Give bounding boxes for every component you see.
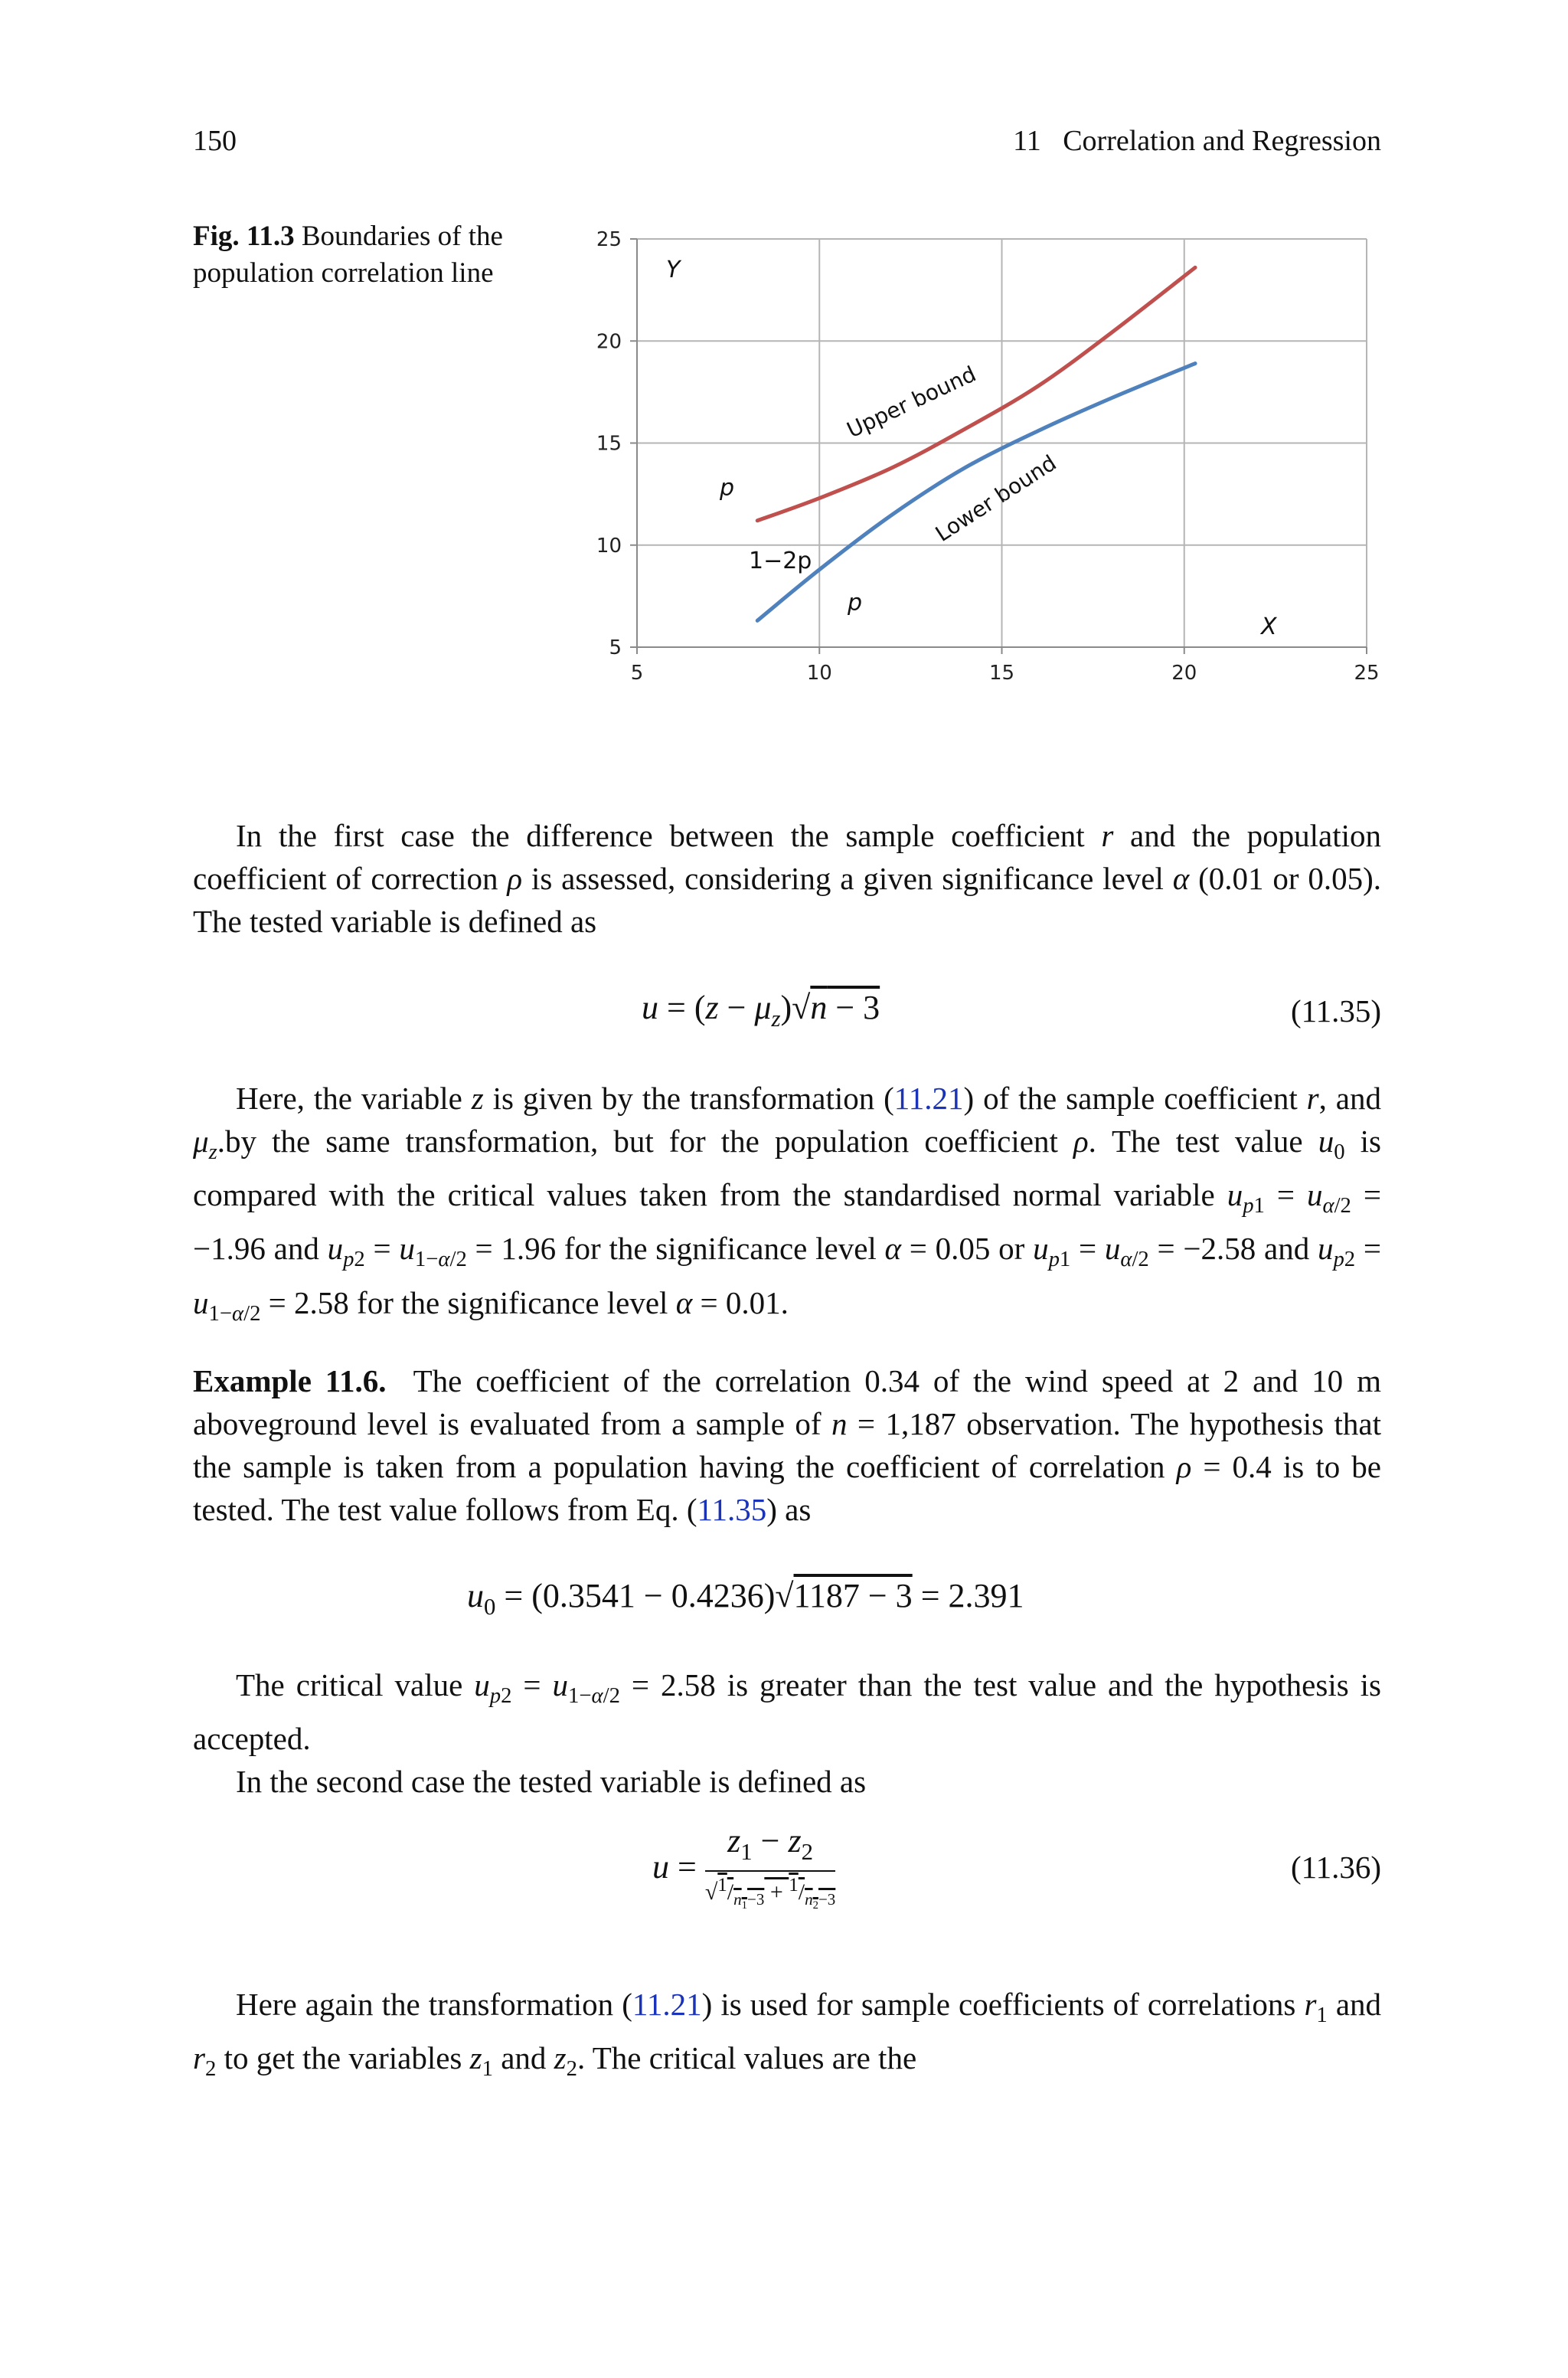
figure-label: Fig. 11.3 xyxy=(193,221,295,252)
y-axis-label: Y xyxy=(666,257,681,283)
x-tick-label: 15 xyxy=(988,662,1015,685)
lower-bound-line xyxy=(757,364,1195,621)
y-tick-label: 20 xyxy=(596,330,622,354)
equation-u0: $u_0 = (0.3541 - 0.4236)√1187 - 3 = 2.391$ xyxy=(467,1577,1024,1620)
correlation-bounds-chart xyxy=(567,222,1393,697)
paragraph-second-case: In the second case the tested variable is defined as xyxy=(236,1764,867,1800)
paragraph-second-transformation: Here again the transformation (11.21) is used for sample coefficients of correlations $r_1$ and $r_2$ to get the variables $z_1$ and $z_2$. The critical values are the xyxy=(193,1987,1382,2082)
annotation-1-minus-2p: 1−2p xyxy=(749,548,812,574)
x-axis-label: X xyxy=(1261,613,1277,640)
figure-caption-text: Boundaries of the population correlation line xyxy=(193,221,503,289)
paragraph-transformation: Here, the variable z is given by the transformation (11.21) of the sample coefficient r, and $\mu_z.by$ the same transformation, but for the population coefficient ρ. The test value $u_0$ is compared with the critical values taken from the standardised normal variable $u_{p1} = u_{\alpha/2} = -1.96$ and $u_{p2} = u_{1-\alpha/2} = 1.96$ for the significance level α = 0.05 or $u_{p1} = u_{\alpha/2} = -2.58$ and $u_{p2} = u_{1-\alpha/2} = 2.58$ for the significance level α = 0.01. xyxy=(193,1081,1382,1326)
running-head: 11 Correlation and Regression xyxy=(1013,125,1381,157)
figure-caption xyxy=(193,218,553,292)
y-tick-label: 5 xyxy=(609,636,622,659)
link-eq-11-35[interactable]: 11.35 xyxy=(697,1492,767,1527)
y-tick-label: 10 xyxy=(596,534,622,558)
annotation-lower-bound: Lower bound xyxy=(930,450,1061,547)
equation-number-11-36: (11.36) xyxy=(1290,1850,1381,1885)
x-tick-label: 10 xyxy=(806,662,832,685)
chart-grid xyxy=(637,239,1367,647)
link-eq-11-21[interactable]: 11.21 xyxy=(893,1081,964,1116)
annotation-p-upper: p xyxy=(720,475,735,502)
annotation-upper-bound: Upper bound xyxy=(843,361,980,443)
example-label: Example 11.6. xyxy=(193,1363,387,1398)
y-tick-label: 25 xyxy=(596,228,622,251)
link-eq-11-21-b[interactable]: 11.21 xyxy=(632,1987,702,2022)
upper-bound-line xyxy=(757,267,1195,520)
equation-11-36: u = $\frac{z_1 - z_2}{√^1/_{n_1-3} + ^1/_{n_2-3}}$ xyxy=(652,1822,836,1912)
chart-series xyxy=(757,267,1195,620)
annotation-p-lower: p xyxy=(848,590,863,617)
example-11-6: Example 11.6. The coefficient of the correlation 0.34 of the wind speed at 2 and 10 m aboveground level is evaluated from a sample of n = 1,187 observation. The hypothesis that the sample is taken from a population having the coefficient of correlation ρ = 0.4 is to be tested. The test value follows from Eq. (11.35) as xyxy=(193,1363,1381,1527)
paragraph-critical-value: The critical value $u_{p2} = u_{1-\alpha/2} = 2.58$ is greater than the test value and the hypothesis is accepted. In the second case the tested variable is defined as xyxy=(193,1667,1381,1800)
page-number: 150 xyxy=(193,125,237,157)
x-tick-label: 25 xyxy=(1354,662,1380,685)
y-tick-label: 15 xyxy=(596,432,622,456)
x-tick-label: 20 xyxy=(1171,662,1197,685)
x-tick-label: 5 xyxy=(630,662,644,685)
equation-11-35: $u = (z - \mu_z)√n - 3$ xyxy=(642,989,880,1032)
equation-number-11-35: (11.35) xyxy=(1290,993,1381,1029)
paragraph-intro: In the first case the difference between the sample coefficient r and the population coefficient of correction ρ is assessed, considering a given significance level α (0.01 or 0.05). The tested variable is defined as xyxy=(193,818,1381,939)
chart-annotations xyxy=(666,257,1278,640)
